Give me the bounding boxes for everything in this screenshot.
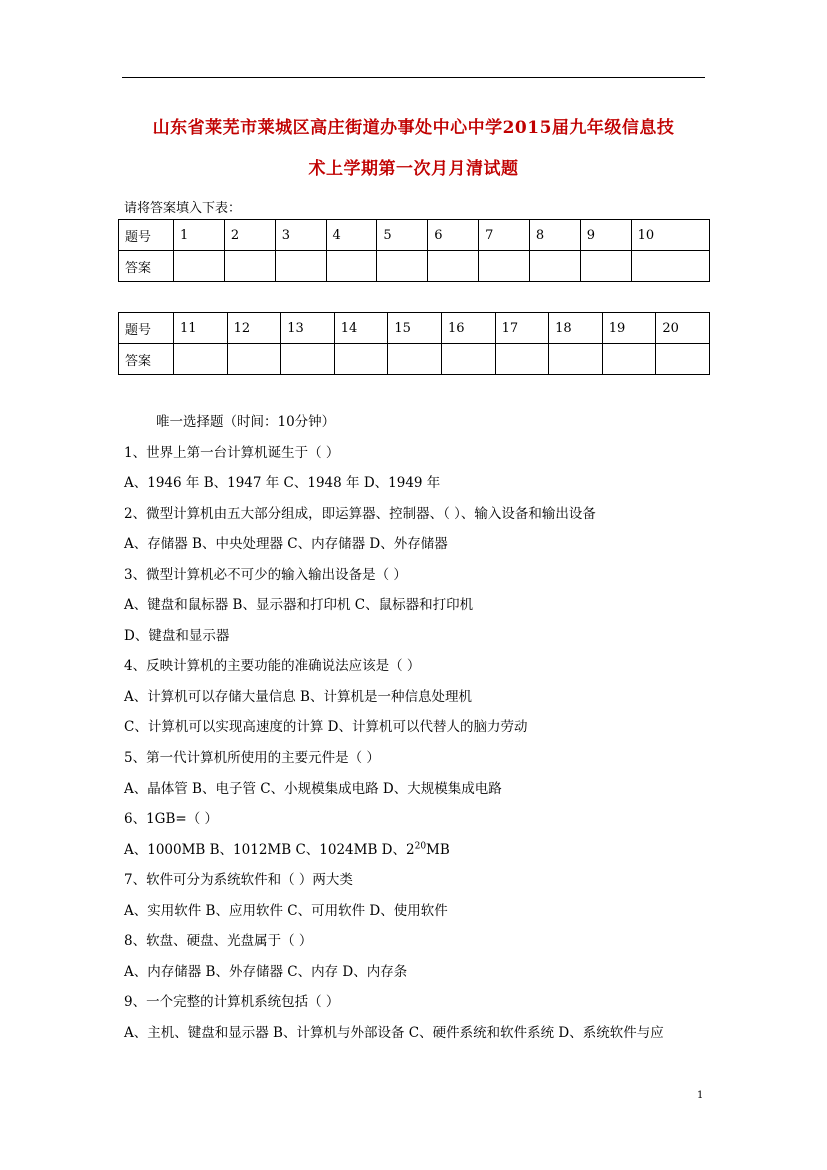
answer-cell[interactable] <box>326 251 377 282</box>
question-number: 17 <box>495 313 549 344</box>
answer-cell[interactable] <box>428 251 479 282</box>
answer-table-1 <box>118 219 710 282</box>
question-number: 20 <box>656 313 710 344</box>
question-number: 4 <box>326 220 377 251</box>
question-number: 16 <box>441 313 495 344</box>
question-line: 3、微型计算机必不可少的输入输出设备是（ ） <box>124 567 407 583</box>
answer-cell[interactable] <box>224 251 275 282</box>
answer-table-2 <box>118 312 710 375</box>
question-number-row <box>119 220 710 251</box>
answer-cell[interactable] <box>388 344 442 375</box>
question-line: 4、反映计算机的主要功能的准确说法应该是（ ） <box>124 658 421 674</box>
question-line: 1、世界上第一台计算机诞生于（ ） <box>124 445 340 461</box>
question-number: 3 <box>275 220 326 251</box>
page-number: 1 <box>697 1090 704 1101</box>
row-label: 题号 <box>119 313 174 344</box>
question-line: A、内存储器 B、外存储器 C、内存 D、内存条 <box>124 964 408 980</box>
answer-cell[interactable] <box>479 251 530 282</box>
answer-label: 答案 <box>119 344 174 375</box>
page-title-line2: 术上学期第一次月月清试题 <box>308 159 519 179</box>
question-line: 7、软件可分为系统软件和（ ）两大类 <box>124 872 353 888</box>
question-number: 1 <box>174 220 225 251</box>
question-number: 7 <box>479 220 530 251</box>
answer-cell[interactable] <box>580 251 631 282</box>
question-line: A、主机、键盘和显示器 B、计算机与外部设备 C、硬件系统和软件系统 D、系统软件与应 <box>124 1025 664 1041</box>
page-title-line1: 山东省莱芜市莱城区高庄街道办事处中心中学2015届九年级信息技 <box>152 118 675 138</box>
question-number: 10 <box>631 220 709 251</box>
question-line: 2、微型计算机由五大部分组成，即运算器、控制器、（ ）、输入设备和输出设备 <box>124 506 596 522</box>
answer-cell[interactable] <box>495 344 549 375</box>
option-text: A、1000MB B、1012MB C、1024MB D、2 <box>124 842 415 858</box>
question-number: 13 <box>281 313 335 344</box>
answer-label: 答案 <box>119 251 174 282</box>
question-line: D、键盘和显示器 <box>124 628 230 644</box>
question-line <box>124 838 450 858</box>
question-number-row <box>119 313 710 344</box>
question-number: 19 <box>602 313 656 344</box>
question-number: 2 <box>224 220 275 251</box>
answer-cell[interactable] <box>227 344 281 375</box>
question-line: A、实用软件 B、应用软件 C、可用软件 D、使用软件 <box>124 903 448 919</box>
answer-cell[interactable] <box>631 251 709 282</box>
exponent: 20 <box>414 841 427 852</box>
question-number: 15 <box>388 313 442 344</box>
answer-cell[interactable] <box>275 251 326 282</box>
question-line: A、1946 年 B、1947 年 C、1948 年 D、1949 年 <box>124 475 441 491</box>
answer-cell[interactable] <box>281 344 335 375</box>
unit-text: MB <box>426 842 450 858</box>
question-number: 18 <box>549 313 603 344</box>
row-label: 题号 <box>119 220 174 251</box>
answer-cell[interactable] <box>656 344 710 375</box>
question-number: 8 <box>529 220 580 251</box>
answer-instruction: 请将答案填入下表： <box>124 201 242 216</box>
question-number: 11 <box>174 313 228 344</box>
answer-cell[interactable] <box>441 344 495 375</box>
question-line: 8、软盘、硬盘、光盘属于（ ） <box>124 933 313 949</box>
question-line: A、晶体管 B、电子管 C、小规模集成电路 D、大规模集成电路 <box>124 781 502 797</box>
question-line: 9、一个完整的计算机系统包括（ ） <box>124 994 340 1010</box>
answer-cell[interactable] <box>174 344 228 375</box>
answer-row <box>119 251 710 282</box>
answer-cell[interactable] <box>529 251 580 282</box>
question-line: 6、1GB=（ ） <box>124 811 218 827</box>
section-heading: 唯一选择题（时间：10分钟） <box>156 414 336 430</box>
question-line: A、存储器 B、中央处理器 C、内存储器 D、外存储器 <box>124 536 448 552</box>
question-number: 6 <box>428 220 479 251</box>
answer-row <box>119 344 710 375</box>
answer-cell[interactable] <box>334 344 388 375</box>
question-number: 5 <box>377 220 428 251</box>
answer-cell[interactable] <box>377 251 428 282</box>
header-rule <box>122 77 705 78</box>
answer-cell[interactable] <box>549 344 603 375</box>
answer-cell[interactable] <box>174 251 225 282</box>
question-number: 9 <box>580 220 631 251</box>
question-line: 5、第一代计算机所使用的主要元件是（ ） <box>124 750 380 766</box>
question-line: A、键盘和鼠标器 B、显示器和打印机 C、鼠标器和打印机 <box>124 597 474 613</box>
answer-cell[interactable] <box>602 344 656 375</box>
question-line: A、计算机可以存储大量信息 B、计算机是一种信息处理机 <box>124 689 472 705</box>
question-line: C、计算机可以实现高速度的计算 D、计算机可以代替人的脑力劳动 <box>124 719 528 735</box>
question-number: 12 <box>227 313 281 344</box>
question-number: 14 <box>334 313 388 344</box>
